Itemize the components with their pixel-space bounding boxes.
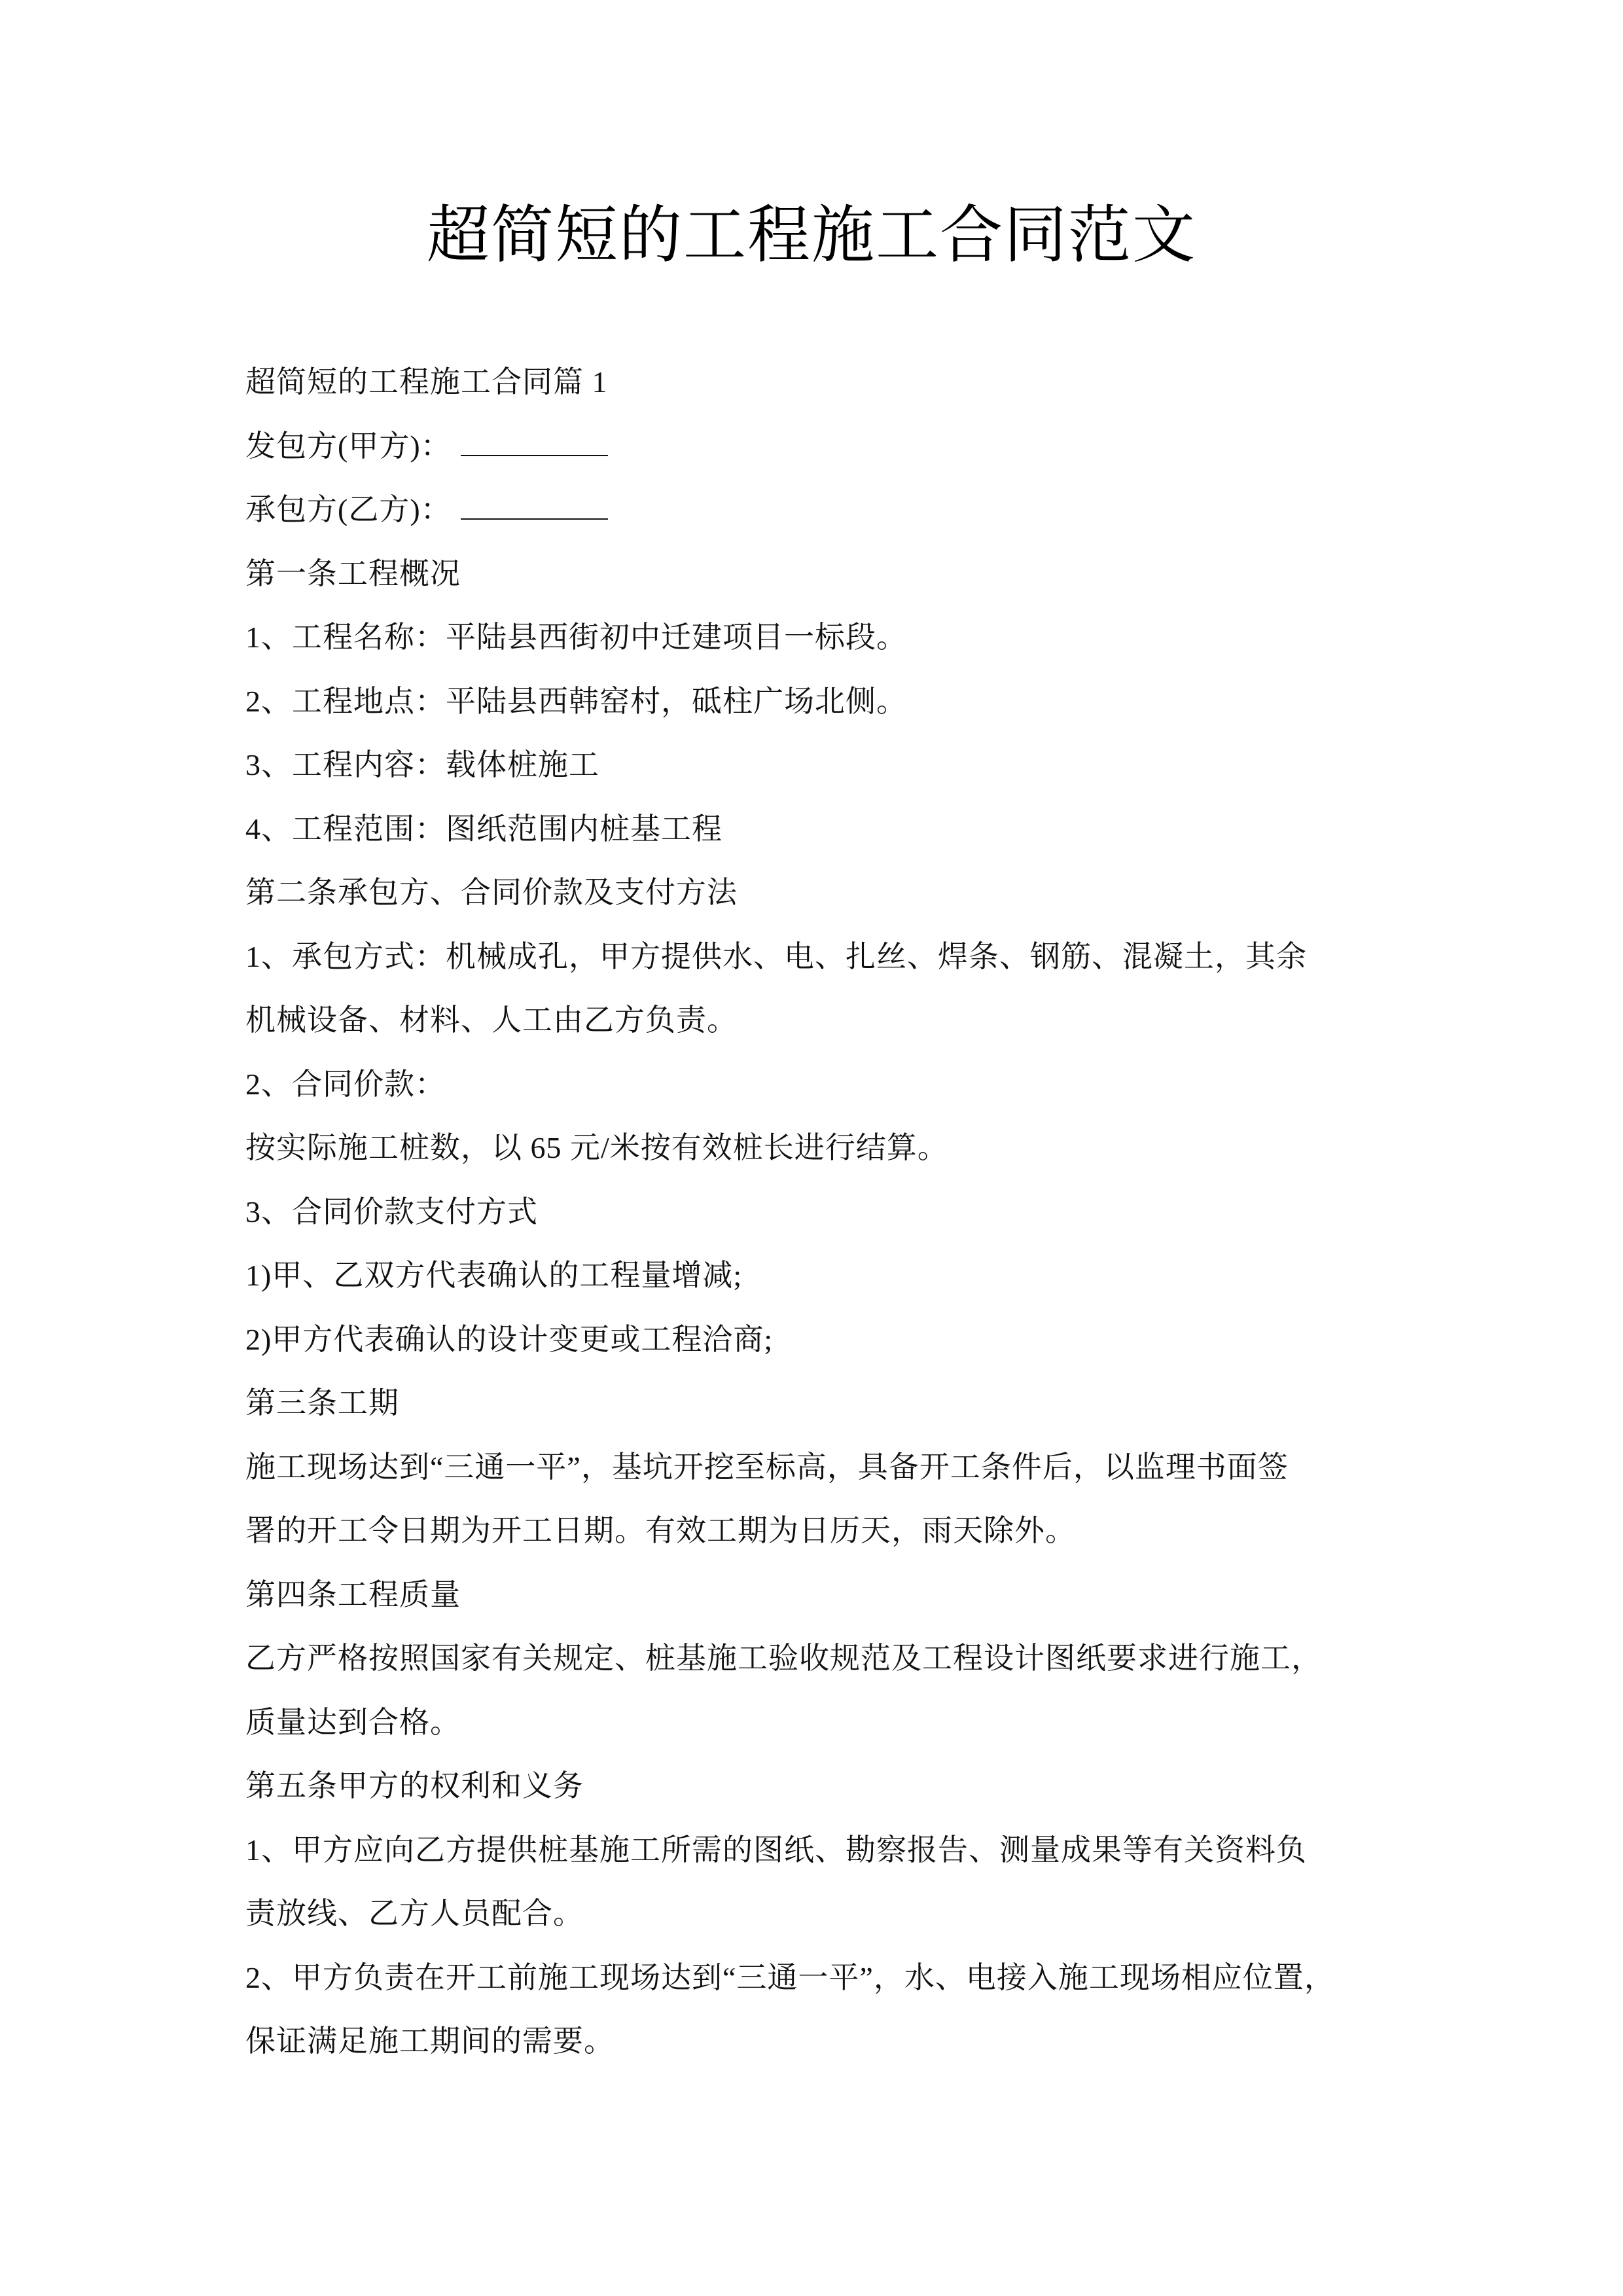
article-5-heading: 第五条甲方的权利和义务 xyxy=(245,1769,584,1803)
article-2-heading: 第二条承包方、合同价款及支付方法 xyxy=(245,876,738,909)
party-a-label: 发包方(甲方)： xyxy=(245,429,452,463)
contract-method-line-cont: 机械设备、材料、人工由乙方负责。 xyxy=(245,1003,738,1037)
payment-item-1: 1)甲、乙双方代表确认的工程量增减; xyxy=(245,1259,743,1292)
contract-method-line: 1、承包方式：机械成孔，甲方提供水、电、扎丝、焊条、钢筋、混凝土，其余 xyxy=(245,939,1307,973)
quality-line: 乙方严格按照国家有关规定、桩基施工验收规范及工程设计图纸要求进行施工， xyxy=(245,1641,1322,1675)
contract-price-heading: 2、合同价款： xyxy=(245,1067,446,1101)
party-a-line xyxy=(245,414,1384,478)
party-a-blank-field xyxy=(461,433,608,456)
document-body xyxy=(245,350,1384,2073)
section-subtitle: 超简短的工程施工合同篇 1 xyxy=(245,365,608,399)
article-3-heading: 第三条工期 xyxy=(245,1386,399,1420)
project-scope-line: 4、工程范围：图纸范围内桩基工程 xyxy=(245,812,722,846)
party-a-duty-1: 1、甲方应向乙方提供桩基施工所需的图纸、勘察报告、测量成果等有关资料负 xyxy=(245,1833,1307,1867)
party-b-label: 承包方(乙方)： xyxy=(245,493,452,526)
party-a-duty-1-cont: 责放线、乙方人员配合。 xyxy=(245,1897,584,1930)
article-1-heading: 第一条工程概况 xyxy=(245,556,461,590)
party-b-blank-field xyxy=(461,496,608,520)
payment-item-2: 2)甲方代表确认的设计变更或工程洽商; xyxy=(245,1322,774,1356)
quality-line-cont: 质量达到合格。 xyxy=(245,1705,461,1739)
party-a-duty-2: 2、甲方负责在开工前施工现场达到“三通一平”，水、电接入施工现场相应位置， xyxy=(245,1960,1335,1994)
payment-method-heading: 3、合同价款支付方式 xyxy=(245,1194,538,1229)
project-name-line: 1、工程名称：平陆县西街初中迁建项目一标段。 xyxy=(245,620,907,654)
article-4-heading: 第四条工程质量 xyxy=(245,1577,461,1611)
party-b-line xyxy=(245,478,1384,542)
schedule-line: 施工现场达到“三通一平”，基坑开挖至标高，具备开工条件后，以监理书面签 xyxy=(245,1450,1289,1484)
project-location-line: 2、工程地点：平陆县西韩窑村，砥柱广场北侧。 xyxy=(245,684,907,718)
party-a-duty-2-cont: 保证满足施工期间的需要。 xyxy=(245,2024,615,2058)
contract-price-line: 按实际施工桩数，以 65 元/米按有效桩长进行结算。 xyxy=(245,1131,948,1164)
schedule-line-cont: 署的开工令日期为开工日期。有效工期为日历天，雨天除外。 xyxy=(245,1514,1076,1547)
document-title: 超简短的工程施工合同范文 xyxy=(427,200,1196,270)
project-content-line: 3、工程内容：载体桩施工 xyxy=(245,748,599,781)
